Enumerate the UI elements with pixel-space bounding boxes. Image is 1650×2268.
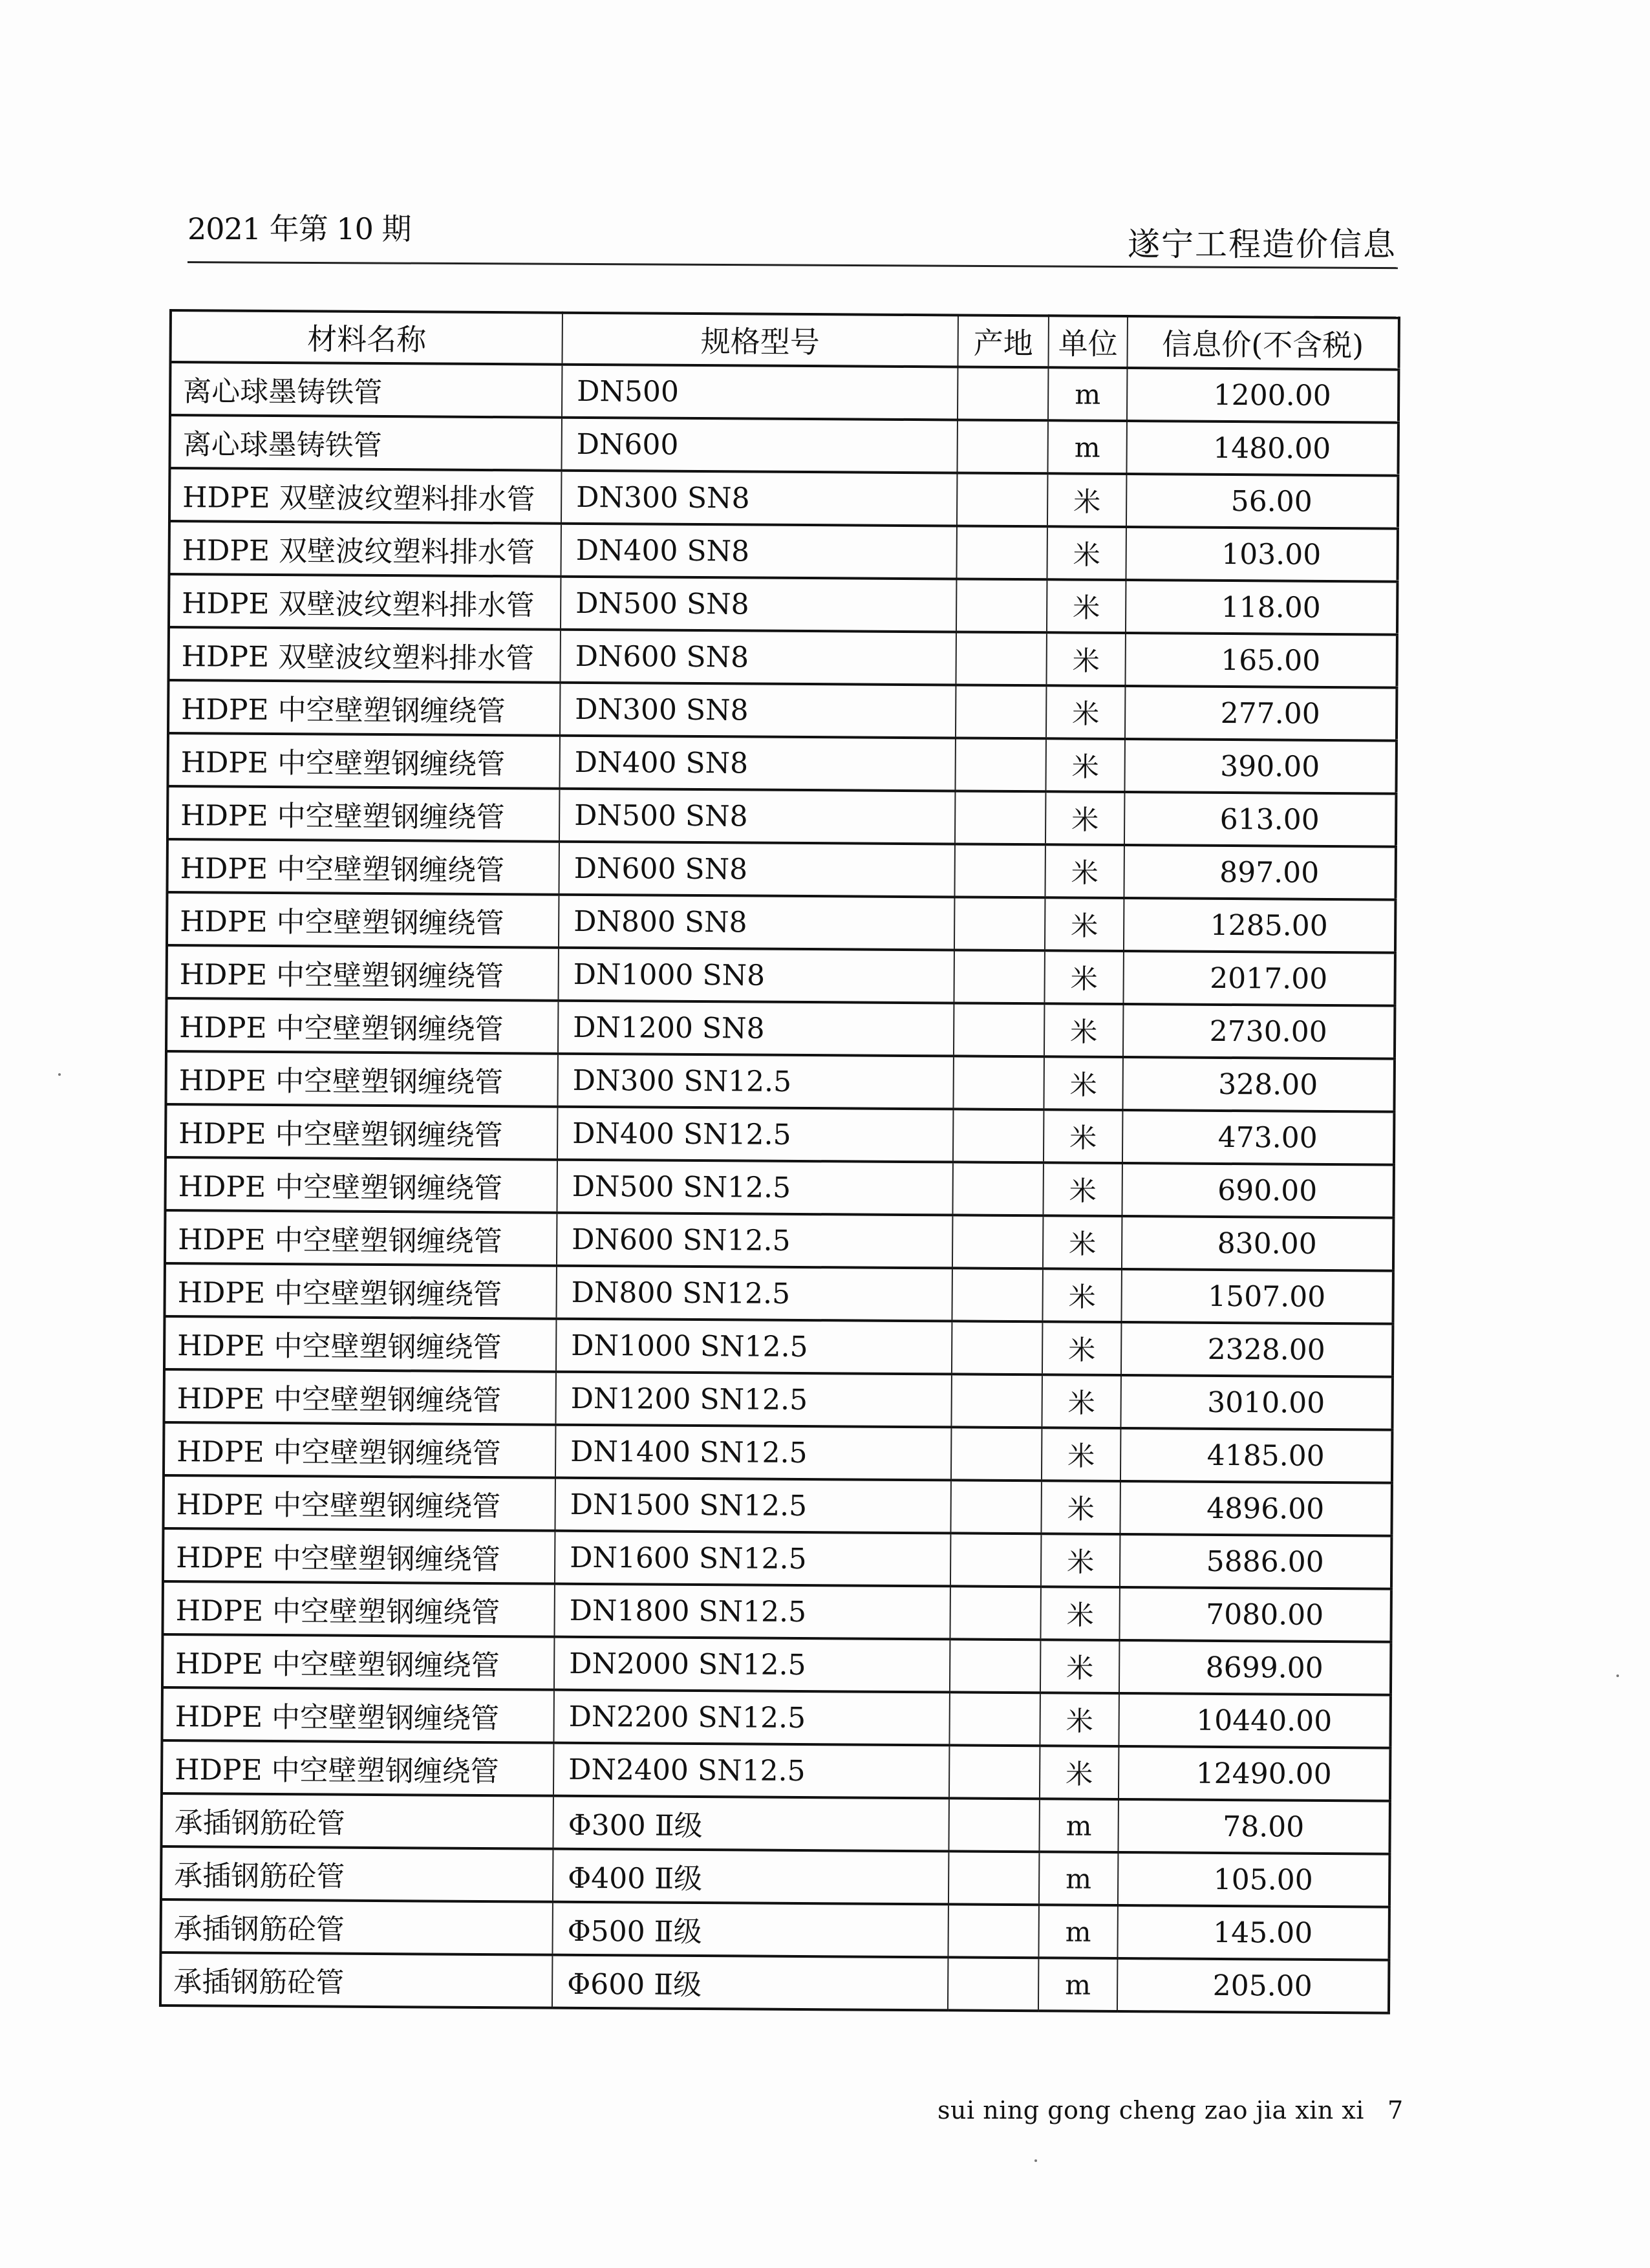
table-row [169,468,1398,529]
cell-price: 118.00 [1126,580,1397,635]
cell-unit: m [1038,1958,1117,2011]
cell-price: 8699.00 [1119,1640,1391,1695]
cell-material-name: HDPE 双壁波纹塑料排水管 [169,521,561,577]
table-header-row [170,310,1398,370]
cell-unit: 米 [1047,579,1126,633]
cell-spec: DN1600 SN12.5 [555,1531,950,1587]
table-row [164,1369,1392,1430]
cell-spec: DN600 SN12.5 [557,1213,952,1268]
cell-origin [952,1162,1043,1215]
table-row [163,1475,1391,1536]
price-table [159,309,1400,2015]
footer-pinyin: sui ning gong cheng zao jia xin xi [938,2096,1364,2124]
column-header-origin: 产地 [958,315,1048,367]
cell-unit: 米 [1044,950,1123,1004]
cell-unit: m [1038,1905,1117,1958]
page-footer [938,2096,1404,2124]
cell-material-name: 离心球墨铸铁管 [169,415,561,471]
cell-spec: DN600 [561,418,957,473]
cell-unit: 米 [1043,1215,1122,1269]
cell-unit: 米 [1046,685,1125,739]
cell-spec: DN300 SN8 [560,683,956,738]
cell-origin [949,1692,1040,1746]
cell-material-name: HDPE 中空壁塑钢缠绕管 [165,1210,557,1266]
cell-material-name: HDPE 中空壁塑钢缠绕管 [164,1369,555,1425]
cell-spec: DN1800 SN12.5 [554,1584,950,1640]
scan-speck [58,1073,61,1076]
cell-origin [954,844,1045,897]
cell-origin [953,1109,1044,1162]
cell-price: 1200.00 [1127,368,1398,423]
cell-unit: 米 [1042,1375,1120,1428]
cell-unit: 米 [1047,526,1126,580]
cell-spec: DN300 SN8 [561,471,957,526]
scan-speck [1034,2159,1037,2162]
cell-unit: 米 [1044,1109,1122,1163]
cell-price: 830.00 [1122,1216,1393,1271]
cell-material-name: HDPE 中空壁塑钢缠绕管 [162,1740,553,1796]
scan-speck [1616,1674,1619,1677]
column-header-price: 信息价(不含税) [1127,316,1398,370]
cell-price: 3010.00 [1120,1375,1392,1430]
cell-spec: DN2400 SN12.5 [553,1743,949,1799]
table-row [168,680,1397,741]
cell-price: 105.00 [1118,1852,1389,1907]
cell-price: 473.00 [1122,1110,1394,1165]
cell-unit: 米 [1045,738,1124,792]
cell-origin [954,950,1044,1003]
cell-unit: 米 [1041,1481,1120,1534]
cell-price: 103.00 [1126,527,1397,582]
cell-unit: 米 [1040,1746,1119,1799]
table-row [160,1952,1389,2013]
cell-unit: 米 [1045,844,1124,898]
cell-unit: 米 [1042,1268,1121,1322]
cell-spec: DN1400 SN12.5 [555,1425,951,1481]
cell-spec: DN800 SN12.5 [556,1266,952,1321]
cell-material-name: 承插钢筋砼管 [160,1899,552,1955]
cell-material-name: HDPE 双壁波纹塑料排水管 [169,574,561,630]
column-header-spec: 规格型号 [562,313,958,367]
cell-spec: DN300 SN12.5 [557,1054,953,1109]
cell-material-name: HDPE 中空壁塑钢缠绕管 [163,1475,555,1531]
table-row [166,945,1395,1006]
cell-origin [956,685,1046,738]
cell-spec: DN1500 SN12.5 [555,1478,950,1534]
table-row [167,733,1396,794]
cell-material-name: HDPE 中空壁塑钢缠绕管 [163,1528,555,1584]
publication-title: 遂宁工程造价信息 [1128,226,1397,263]
cell-origin [953,1056,1044,1109]
cell-unit: 米 [1042,1321,1121,1375]
cell-material-name: HDPE 中空壁塑钢缠绕管 [168,680,560,736]
page-number: 7 [1387,2096,1404,2124]
cell-price: 4185.00 [1120,1428,1392,1483]
cell-price: 145.00 [1117,1905,1389,1960]
cell-price: 56.00 [1126,474,1398,529]
cell-price: 328.00 [1122,1057,1394,1112]
cell-unit: 米 [1045,791,1124,845]
cell-unit: 米 [1046,632,1125,686]
cell-origin [950,1586,1040,1640]
cell-price: 690.00 [1122,1163,1393,1218]
table-row [165,1157,1393,1218]
cell-origin [955,738,1045,791]
cell-spec: DN600 SN8 [559,842,954,897]
table-row [163,1528,1391,1589]
cell-price: 613.00 [1124,792,1396,847]
table-row [166,1104,1394,1165]
table-row [166,998,1395,1059]
table-row [164,1316,1393,1377]
cell-unit: 米 [1040,1693,1119,1746]
cell-spec: DN2000 SN12.5 [554,1637,950,1693]
cell-spec: DN500 SN8 [559,789,955,844]
cell-spec: DN1000 SN8 [558,948,954,1003]
cell-unit: 米 [1042,1428,1120,1481]
cell-material-name: HDPE 中空壁塑钢缠绕管 [167,839,559,895]
cell-unit: 米 [1041,1534,1120,1587]
cell-price: 390.00 [1124,739,1396,794]
table-row [160,1899,1389,1960]
cell-spec: DN500 [562,365,958,420]
cell-material-name: HDPE 中空壁塑钢缠绕管 [162,1581,554,1637]
cell-price: 7080.00 [1119,1587,1391,1642]
cell-material-name: HDPE 中空壁塑钢缠绕管 [165,1157,557,1213]
table-row [165,1210,1393,1271]
cell-origin [948,1957,1038,2011]
cell-spec: DN1000 SN12.5 [556,1319,952,1375]
cell-origin [952,1321,1042,1375]
table-row [170,362,1398,423]
table-row [168,627,1397,688]
cell-origin [957,420,1047,473]
cell-price: 897.00 [1124,845,1395,900]
cell-material-name: HDPE 中空壁塑钢缠绕管 [166,1051,557,1107]
cell-price: 4896.00 [1120,1481,1391,1536]
table-row [167,786,1396,847]
table-row [167,839,1395,900]
cell-origin [949,1745,1040,1799]
cell-origin [950,1480,1041,1534]
cell-origin [948,1798,1039,1852]
column-header-unit: 单位 [1048,316,1127,368]
cell-unit: m [1048,367,1127,421]
table-row [167,892,1395,953]
cell-material-name: 承插钢筋砼管 [160,1952,552,2008]
cell-origin [951,1427,1042,1481]
cell-spec: DN400 SN8 [559,736,955,791]
issue-label: 2021 年第 10 期 [188,211,411,246]
cell-price: 78.00 [1118,1799,1389,1854]
cell-material-name: HDPE 中空壁塑钢缠绕管 [166,998,558,1054]
cell-price: 1480.00 [1126,421,1398,476]
cell-spec: Φ600 Ⅱ级 [552,1955,948,2011]
table-row [169,521,1397,582]
cell-price: 205.00 [1117,1958,1389,2013]
cell-origin [956,579,1047,632]
cell-material-name: HDPE 中空壁塑钢缠绕管 [164,1316,556,1372]
cell-unit: 米 [1047,473,1126,527]
cell-price: 1507.00 [1121,1269,1393,1324]
cell-unit: m [1039,1799,1118,1852]
cell-material-name: HDPE 中空壁塑钢缠绕管 [167,892,559,948]
cell-price: 10440.00 [1119,1693,1390,1748]
cell-material-name: 承插钢筋砼管 [161,1846,553,1902]
cell-price: 1285.00 [1124,898,1395,953]
cell-spec: DN500 SN12.5 [557,1160,952,1215]
cell-origin [950,1533,1041,1587]
cell-material-name: 离心球墨铸铁管 [170,362,562,418]
table-row [164,1263,1393,1324]
cell-origin [958,367,1048,420]
table-row [161,1846,1389,1907]
cell-unit: m [1039,1852,1118,1905]
cell-origin [948,1851,1039,1905]
cell-price: 2017.00 [1123,951,1395,1006]
cell-unit: 米 [1040,1640,1119,1693]
cell-origin [954,897,1045,950]
cell-unit: 米 [1044,1056,1122,1110]
cell-unit: m [1047,420,1126,474]
cell-material-name: HDPE 中空壁塑钢缠绕管 [167,786,559,842]
table-row [162,1634,1391,1695]
price-table-container [159,309,1398,2015]
cell-origin [956,526,1047,579]
cell-spec: DN1200 SN12.5 [555,1372,951,1428]
cell-material-name: HDPE 中空壁塑钢缠绕管 [162,1634,554,1690]
table-row [162,1740,1390,1801]
cell-spec: Φ300 Ⅱ级 [553,1796,948,1852]
cell-material-name: HDPE 中空壁塑钢缠绕管 [167,733,559,789]
cell-spec: DN2200 SN12.5 [553,1690,949,1746]
cell-price: 12490.00 [1119,1746,1390,1801]
table-body [160,362,1398,2013]
column-header-material: 材料名称 [170,310,562,365]
cell-spec: DN400 SN12.5 [557,1107,953,1162]
cell-spec: DN1200 SN8 [558,1001,954,1056]
table-row [169,574,1397,635]
cell-unit: 米 [1045,897,1124,951]
cell-origin [952,1215,1043,1268]
cell-origin [951,1374,1042,1428]
cell-material-name: HDPE 双壁波纹塑料排水管 [169,468,561,524]
cell-unit: 米 [1043,1162,1122,1216]
cell-origin [956,632,1046,685]
table-row [162,1581,1391,1642]
table-row [169,415,1398,476]
cell-spec: DN800 SN8 [559,895,954,950]
cell-spec: DN500 SN8 [561,577,956,632]
cell-origin [950,1639,1040,1693]
cell-origin [955,791,1045,844]
cell-origin [952,1268,1042,1321]
table-row [166,1051,1394,1112]
cell-material-name: 承插钢筋砼管 [161,1793,553,1849]
cell-material-name: HDPE 中空壁塑钢缠绕管 [166,945,558,1001]
cell-spec: Φ400 Ⅱ级 [553,1849,948,1905]
cell-price: 277.00 [1125,686,1397,741]
cell-material-name: HDPE 中空壁塑钢缠绕管 [162,1687,553,1743]
cell-unit: 米 [1040,1587,1119,1640]
cell-price: 5886.00 [1120,1534,1391,1589]
cell-price: 165.00 [1125,633,1397,688]
cell-origin [948,1904,1038,1958]
cell-spec: Φ500 Ⅱ级 [552,1902,948,1958]
cell-unit: 米 [1044,1003,1123,1057]
table-row [164,1422,1392,1483]
cell-material-name: HDPE 中空壁塑钢缠绕管 [164,1422,555,1478]
cell-spec: DN400 SN8 [561,524,956,579]
cell-material-name: HDPE 中空壁塑钢缠绕管 [164,1263,556,1319]
cell-origin [954,1003,1044,1056]
cell-price: 2328.00 [1121,1322,1393,1377]
table-row [161,1793,1389,1854]
table-row [162,1687,1390,1748]
cell-material-name: HDPE 中空壁塑钢缠绕管 [166,1104,557,1160]
cell-price: 2730.00 [1123,1004,1395,1059]
cell-origin [957,473,1047,526]
cell-spec: DN600 SN8 [560,630,956,685]
cell-material-name: HDPE 双壁波纹塑料排水管 [168,627,560,683]
